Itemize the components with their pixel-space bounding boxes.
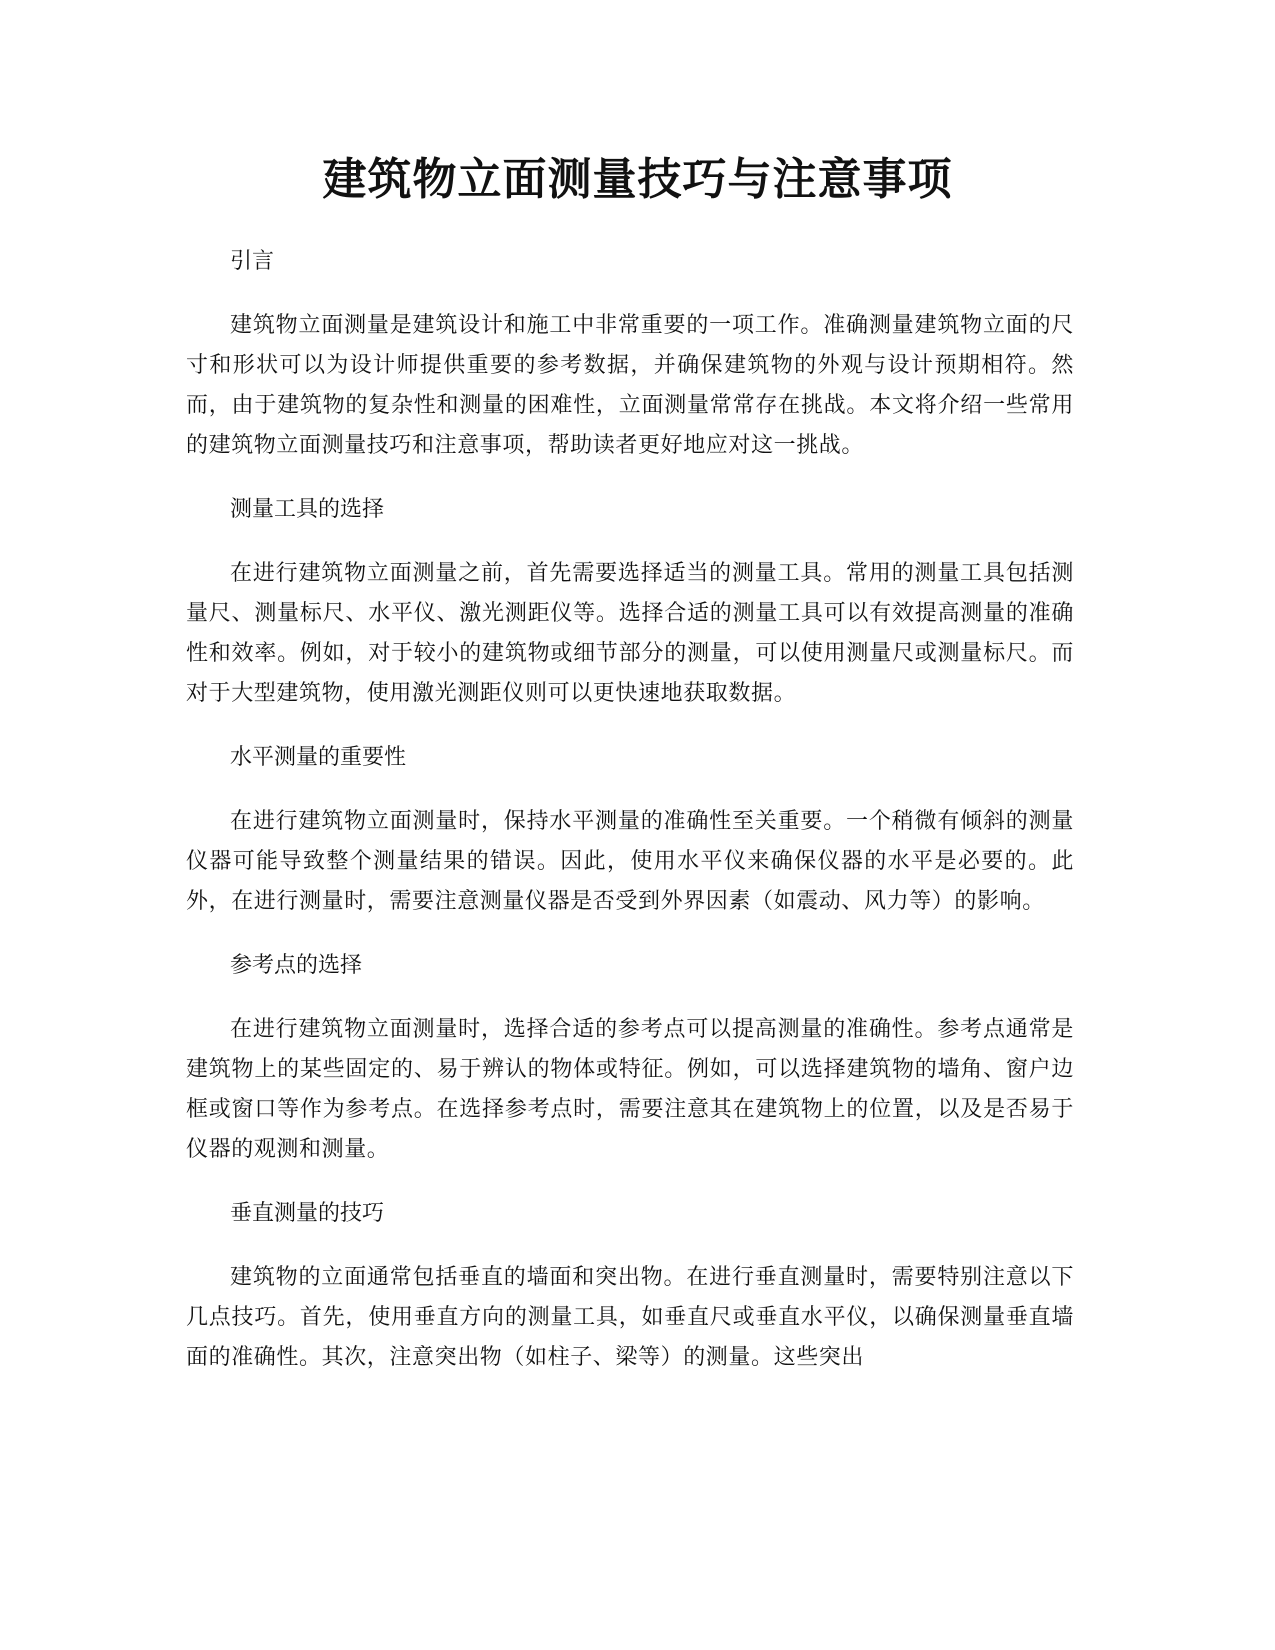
document-body: [186, 242, 1074, 1402]
section-heading-vertical: 垂直测量的技巧: [230, 1201, 385, 1226]
paragraph-reference: 在进行建筑物立面测量时，选择合适的参考点可以提高测量的准确性。参考点通常是建筑物上的某些固定的、易于辨认的物体或特征。例如，可以选择建筑物的墙角、窗户边框或窗口等作为参考点。在选择参考点时，需要注意其在建筑物上的位置，以及是否易于仪器的观测和测量。: [186, 1017, 1074, 1162]
section-heading-level: 水平测量的重要性: [230, 745, 407, 770]
section-heading-intro: 引言: [230, 249, 275, 274]
document-title: 建筑物立面测量技巧与注意事项: [322, 154, 953, 205]
section-heading-tools: 测量工具的选择: [230, 497, 385, 522]
paragraph-level: 在进行建筑物立面测量时，保持水平测量的准确性至关重要。一个稍微有倾斜的测量仪器可能导致整个测量结果的错误。因此，使用水平仪来确保仪器的水平是必要的。此外，在进行测量时，需要注意测量仪器是否受到外界因素（如震动、风力等）的影响。: [186, 809, 1074, 914]
paragraph-tools: 在进行建筑物立面测量之前，首先需要选择适当的测量工具。常用的测量工具包括测量尺、测量标尺、水平仪、激光测距仪等。选择合适的测量工具可以有效提高测量的准确性和效率。例如，对于较小的建筑物或细节部分的测量，可以使用测量尺或测量标尺。而对于大型建筑物，使用激光测距仪则可以更快速地获取数据。: [186, 561, 1074, 706]
paragraph-intro: 建筑物立面测量是建筑设计和施工中非常重要的一项工作。准确测量建筑物立面的尺寸和形状可以为设计师提供重要的参考数据，并确保建筑物的外观与设计预期相符。然而，由于建筑物的复杂性和测量的困难性，立面测量常常存在挑战。本文将介绍一些常用的建筑物立面测量技巧和注意事项，帮助读者更好地应对这一挑战。: [186, 313, 1074, 458]
paragraph-vertical: 建筑物的立面通常包括垂直的墙面和突出物。在进行垂直测量时，需要特别注意以下几点技巧。首先，使用垂直方向的测量工具，如垂直尺或垂直水平仪，以确保测量垂直墙面的准确性。其次，注意突出物（如柱子、梁等）的测量。这些突出: [186, 1265, 1074, 1370]
section-heading-reference: 参考点的选择: [230, 953, 363, 978]
